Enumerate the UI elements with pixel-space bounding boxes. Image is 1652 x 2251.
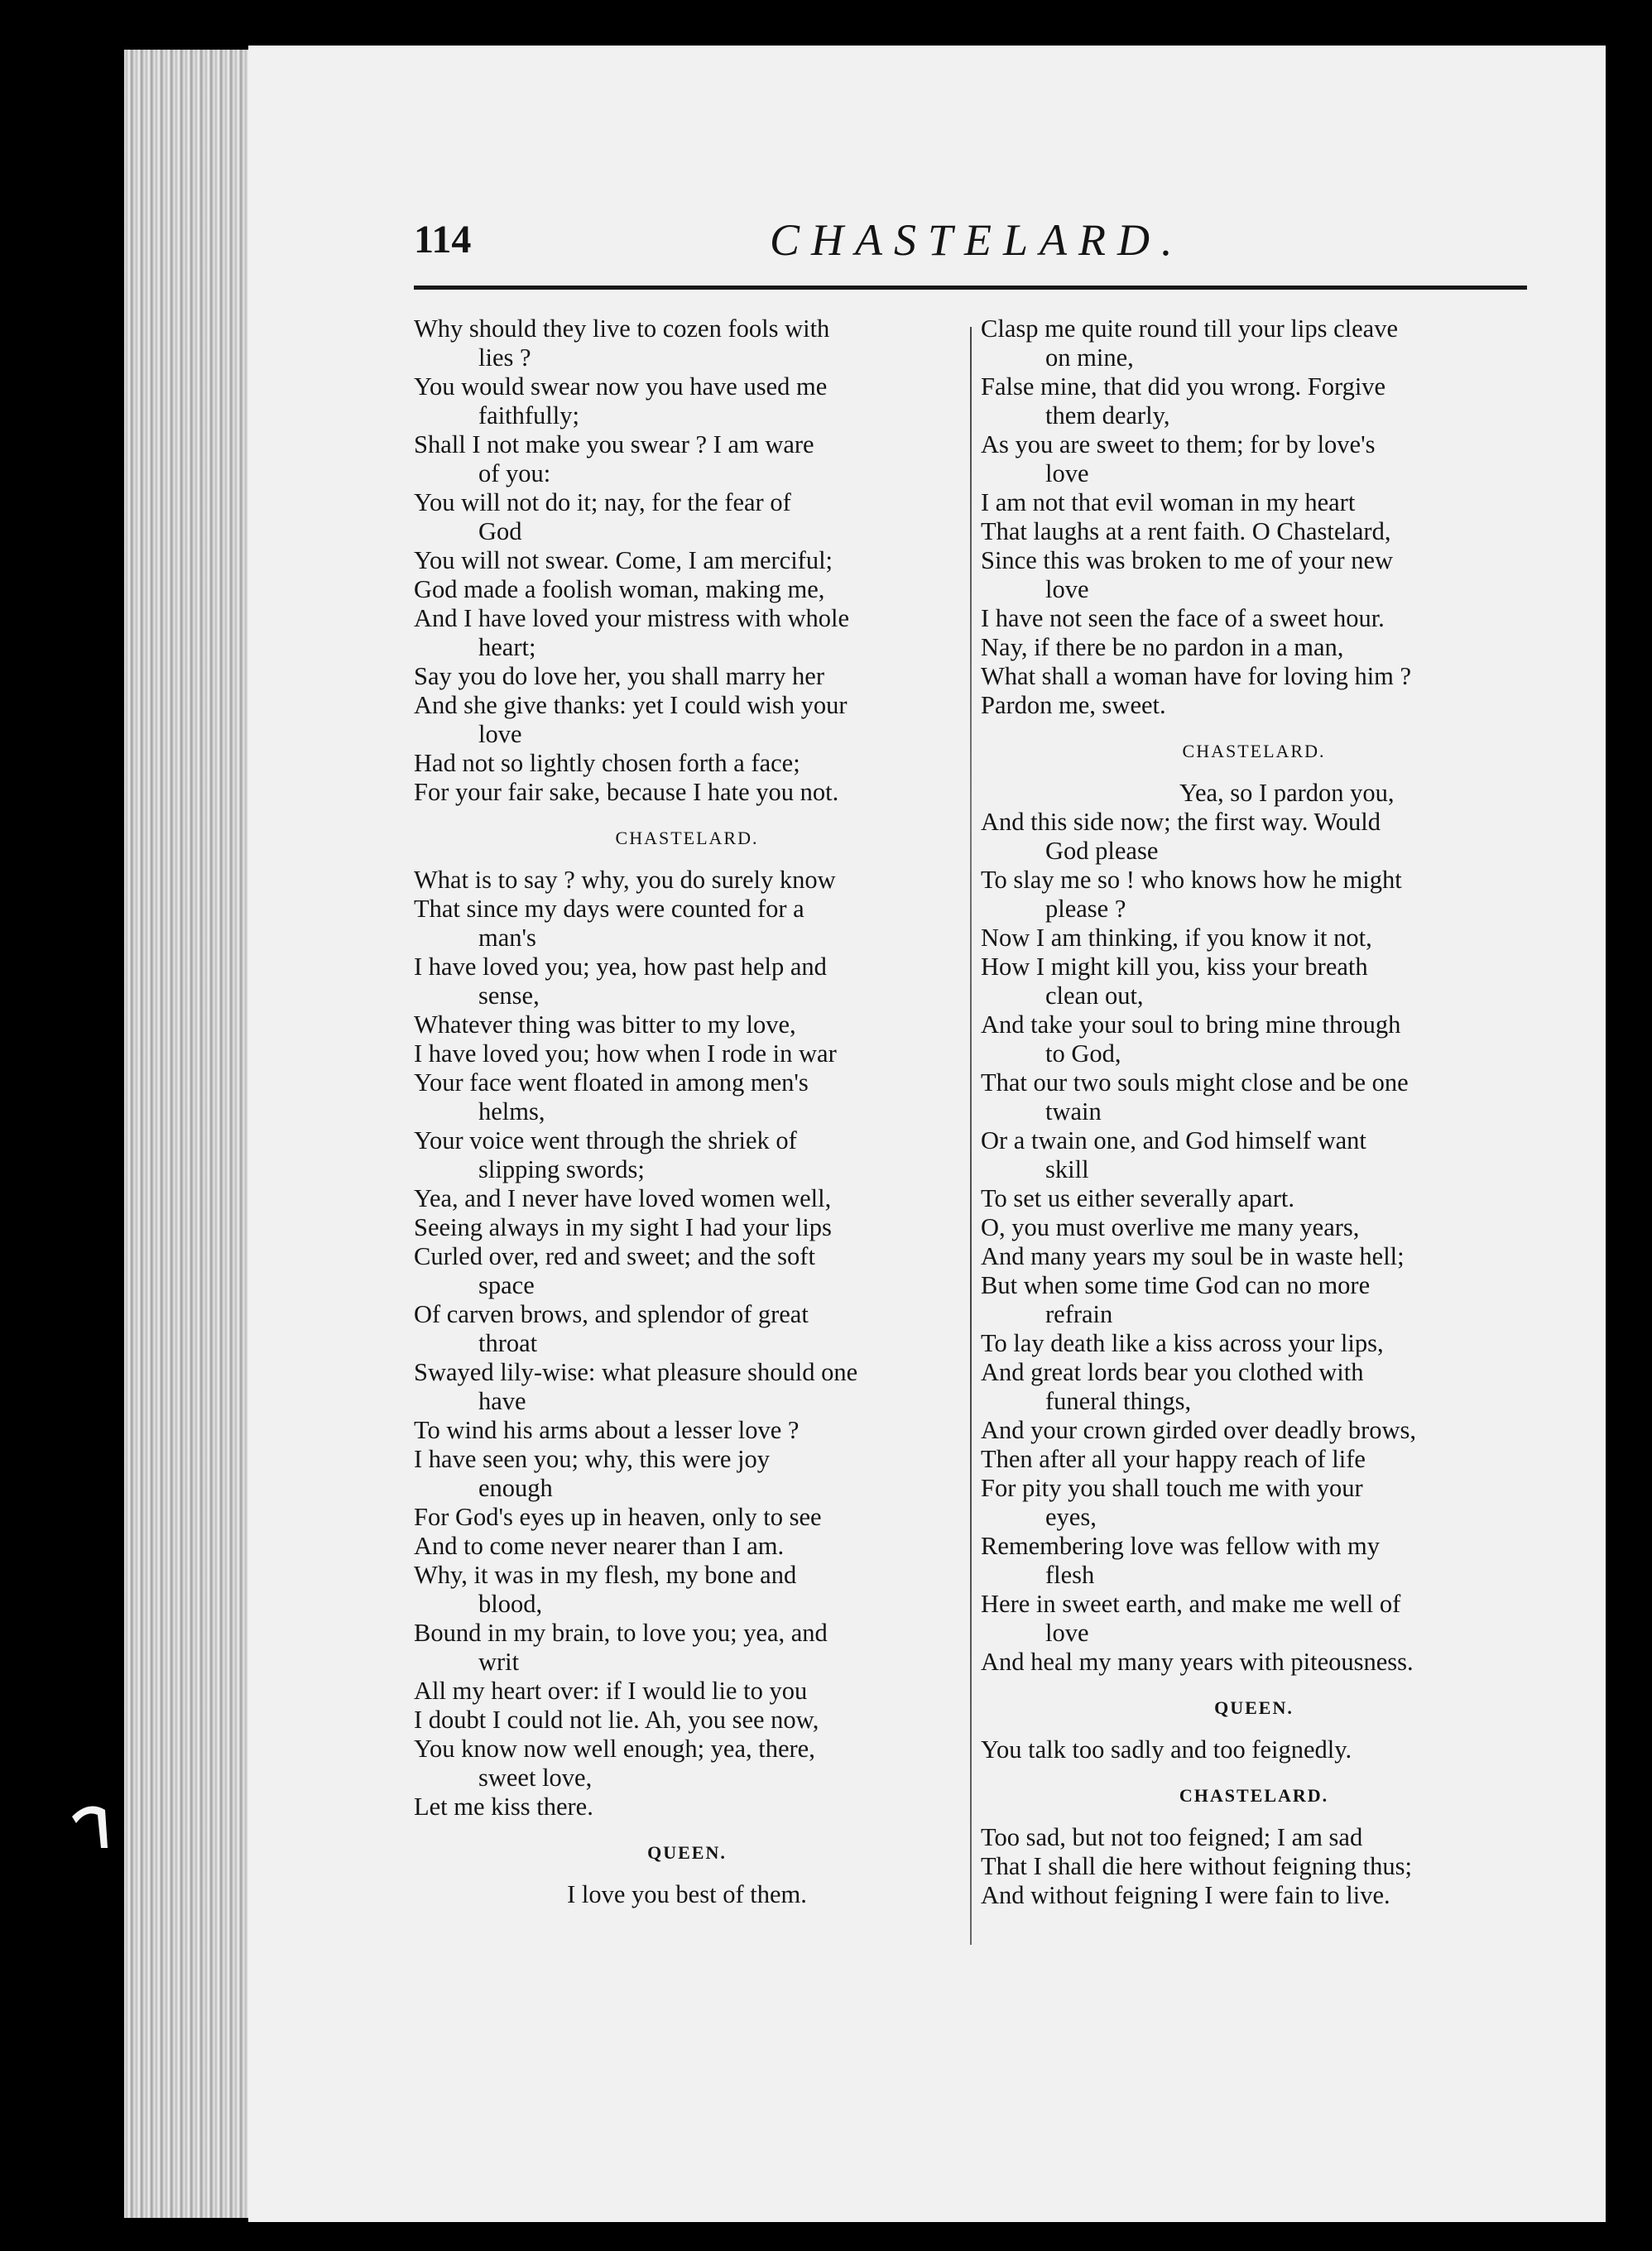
verse-line: That since my days were counted for a — [414, 895, 804, 923]
verse-line: And take your soul to bring mine through — [981, 1010, 1401, 1039]
verse-line: Whatever thing was bitter to my love, — [414, 1010, 796, 1039]
page-number: 114 — [414, 218, 472, 262]
verse-line: Your face went floated in among men's — [414, 1068, 809, 1097]
verse-line: I am not that evil woman in my heart — [981, 488, 1356, 516]
verse-line-continuation: heart; — [478, 633, 536, 661]
verse-line-continuation: refrain — [1045, 1300, 1113, 1328]
verse-line: Then after all your happy reach of life — [981, 1445, 1366, 1473]
verse-line-continuation: slipping swords; — [478, 1155, 645, 1183]
verse-line: And she give thanks: yet I could wish your — [414, 691, 848, 719]
verse-line-continuation: blood, — [478, 1590, 543, 1618]
verse-line-continuation: man's — [478, 924, 536, 952]
verse-line-continuation: God — [478, 517, 522, 545]
verse-line: And to come never nearer than I am. — [414, 1532, 785, 1560]
verse-line: And heal my many years with piteousness. — [981, 1648, 1414, 1676]
verse-line: And I have loved your mistress with whole — [414, 604, 850, 632]
verse-line: Curled over, red and sweet; and the soft — [414, 1242, 815, 1270]
verse-line: Too sad, but not too feigned; I am sad — [981, 1823, 1363, 1851]
verse-line: You will not swear. Come, I am merciful; — [414, 546, 833, 574]
verse-line-continuation: of you: — [478, 459, 551, 487]
speaker-heading: QUEEN. — [1214, 1697, 1294, 1718]
verse-line: How I might kill you, kiss your breath — [981, 953, 1368, 981]
verse-line-continuation: please ? — [1045, 895, 1126, 923]
verse-line: God made a foolish woman, making me, — [414, 575, 825, 603]
verse-line-continuation: helms, — [478, 1097, 545, 1126]
verse-line: Of carven brows, and splendor of great — [414, 1300, 809, 1328]
verse-line: To set us either severally apart. — [981, 1184, 1294, 1212]
verse-line: I have loved you; yea, how past help and — [414, 953, 827, 981]
verse-line: All my heart over: if I would lie to you — [414, 1677, 808, 1705]
verse-line: You talk too sadly and too feignedly. — [981, 1735, 1352, 1764]
verse-line: And many years my soul be in waste hell; — [981, 1242, 1405, 1270]
verse-line-continuation: to God, — [1045, 1039, 1121, 1068]
verse-line: And great lords bear you clothed with — [981, 1358, 1364, 1386]
verse-line-continuation: space — [478, 1271, 535, 1299]
verse-line: You know now well enough; yea, there, — [414, 1735, 815, 1763]
verse-line-continuation: them dearly, — [1045, 401, 1170, 430]
column-divider — [970, 327, 972, 1945]
verse-line: Seeing always in my sight I had your lips — [414, 1213, 832, 1241]
verse-line: I have not seen the face of a sweet hour. — [981, 604, 1385, 632]
verse-line: For your fair sake, because I hate you not. — [414, 778, 839, 806]
verse-line: Had not so lightly chosen forth a face; — [414, 749, 800, 777]
verse-line-continuation: clean out, — [1045, 982, 1144, 1010]
verse-line: For pity you shall touch me with your — [981, 1474, 1363, 1502]
verse-line: Now I am thinking, if you know it not, — [981, 924, 1372, 952]
speaker-heading: CHASTELARD. — [1179, 1785, 1329, 1806]
verse-line: I have loved you; how when I rode in war — [414, 1039, 837, 1068]
verse-line: Swayed lily-wise: what pleasure should one — [414, 1358, 858, 1386]
verse-line: Shall I not make you swear ? I am ware — [414, 430, 814, 458]
speaker-heading: CHASTELARD. — [615, 828, 759, 848]
running-title: CHASTELARD. — [770, 215, 1184, 265]
speaker-heading: QUEEN. — [647, 1842, 727, 1863]
verse-line-continuation: eyes, — [1045, 1503, 1097, 1531]
verse-line: What is to say ? why, you do surely know — [414, 866, 836, 894]
verse-line: Here in sweet earth, and make me well of — [981, 1590, 1401, 1618]
verse-line: And without feigning I were fain to live. — [981, 1881, 1390, 1909]
verse-line: And this side now; the first way. Would — [981, 808, 1381, 836]
verse-line-continuation: God please — [1045, 837, 1159, 865]
verse-line: Pardon me, sweet. — [981, 691, 1166, 719]
verse-line: That our two souls might close and be one — [981, 1068, 1409, 1097]
verse-line: You will not do it; nay, for the fear of — [414, 488, 791, 516]
verse-line-continuation: skill — [1045, 1155, 1089, 1183]
verse-line-continuation: love — [1045, 459, 1089, 487]
verse-line-continuation: have — [478, 1387, 526, 1415]
verse-line: Or a twain one, and God himself want — [981, 1126, 1366, 1154]
verse-line: But when some time God can no more — [981, 1271, 1371, 1299]
verse-line: You would swear now you have used me — [414, 372, 828, 401]
verse-line: What shall a woman have for loving him ? — [981, 662, 1412, 690]
verse-line: Yea, so I pardon you, — [1179, 779, 1395, 807]
verse-line: To slay me so ! who knows how he might — [981, 866, 1402, 894]
verse-line-continuation: faithfully; — [478, 401, 579, 430]
verse-line-continuation: lies ? — [478, 343, 531, 372]
verse-line: And your crown girded over deadly brows, — [981, 1416, 1416, 1444]
verse-line-continuation: writ — [478, 1648, 520, 1676]
ink-mark-icon — [68, 1800, 113, 1850]
verse-line-continuation: sweet love, — [478, 1764, 593, 1792]
verse-line: That laughs at a rent faith. O Chastelard, — [981, 517, 1391, 545]
verse-line-continuation: twain — [1045, 1097, 1102, 1126]
verse-line: To lay death like a kiss across your lips, — [981, 1329, 1384, 1357]
verse-line: Since this was broken to me of your new — [981, 546, 1394, 574]
verse-line: Yea, and I never have loved women well, — [414, 1184, 832, 1212]
speaker-heading: CHASTELARD. — [1182, 741, 1326, 761]
verse-line-continuation: love — [1045, 1619, 1089, 1647]
verse-line: That I shall die here without feigning thus; — [981, 1852, 1412, 1880]
verse-line: Clasp me quite round till your lips cleave — [981, 314, 1398, 343]
page-header — [414, 211, 1527, 269]
verse-line: Why should they live to cozen fools with — [414, 314, 830, 343]
verse-line-continuation: flesh — [1045, 1561, 1095, 1589]
header-rule — [414, 286, 1527, 290]
verse-line-continuation: enough — [478, 1474, 553, 1502]
verse-line-continuation: love — [478, 720, 522, 748]
verse-line: To wind his arms about a lesser love ? — [414, 1416, 800, 1444]
verse-line-continuation: funeral things, — [1045, 1387, 1192, 1415]
verse-line: Nay, if there be no pardon in a man, — [981, 633, 1344, 661]
verse-line: Bound in my brain, to love you; yea, and — [414, 1619, 828, 1647]
right-column — [981, 314, 1527, 1910]
verse-line: I doubt I could not lie. Ah, you see now, — [414, 1706, 819, 1734]
verse-line: As you are sweet to them; for by love's — [981, 430, 1376, 458]
verse-line-continuation: sense, — [478, 982, 540, 1010]
verse-line: I have seen you; why, this were joy — [414, 1445, 770, 1473]
verse-line: I love you best of them. — [567, 1880, 807, 1908]
verse-line-continuation: throat — [478, 1329, 538, 1357]
verse-line: For God's eyes up in heaven, only to see — [414, 1503, 822, 1531]
verse-line-continuation: on mine, — [1045, 343, 1134, 372]
left-column — [414, 314, 960, 1909]
verse-line: False mine, that did you wrong. Forgive — [981, 372, 1386, 401]
verse-line: Remembering love was fellow with my — [981, 1532, 1380, 1560]
verse-line-continuation: love — [1045, 575, 1089, 603]
verse-line: Let me kiss there. — [414, 1793, 593, 1821]
verse-line: Your voice went through the shriek of — [414, 1126, 797, 1154]
verse-line: O, you must overlive me many years, — [981, 1213, 1360, 1241]
verse-line: Why, it was in my flesh, my bone and — [414, 1561, 797, 1589]
verse-line: Say you do love her, you shall marry her — [414, 662, 824, 690]
